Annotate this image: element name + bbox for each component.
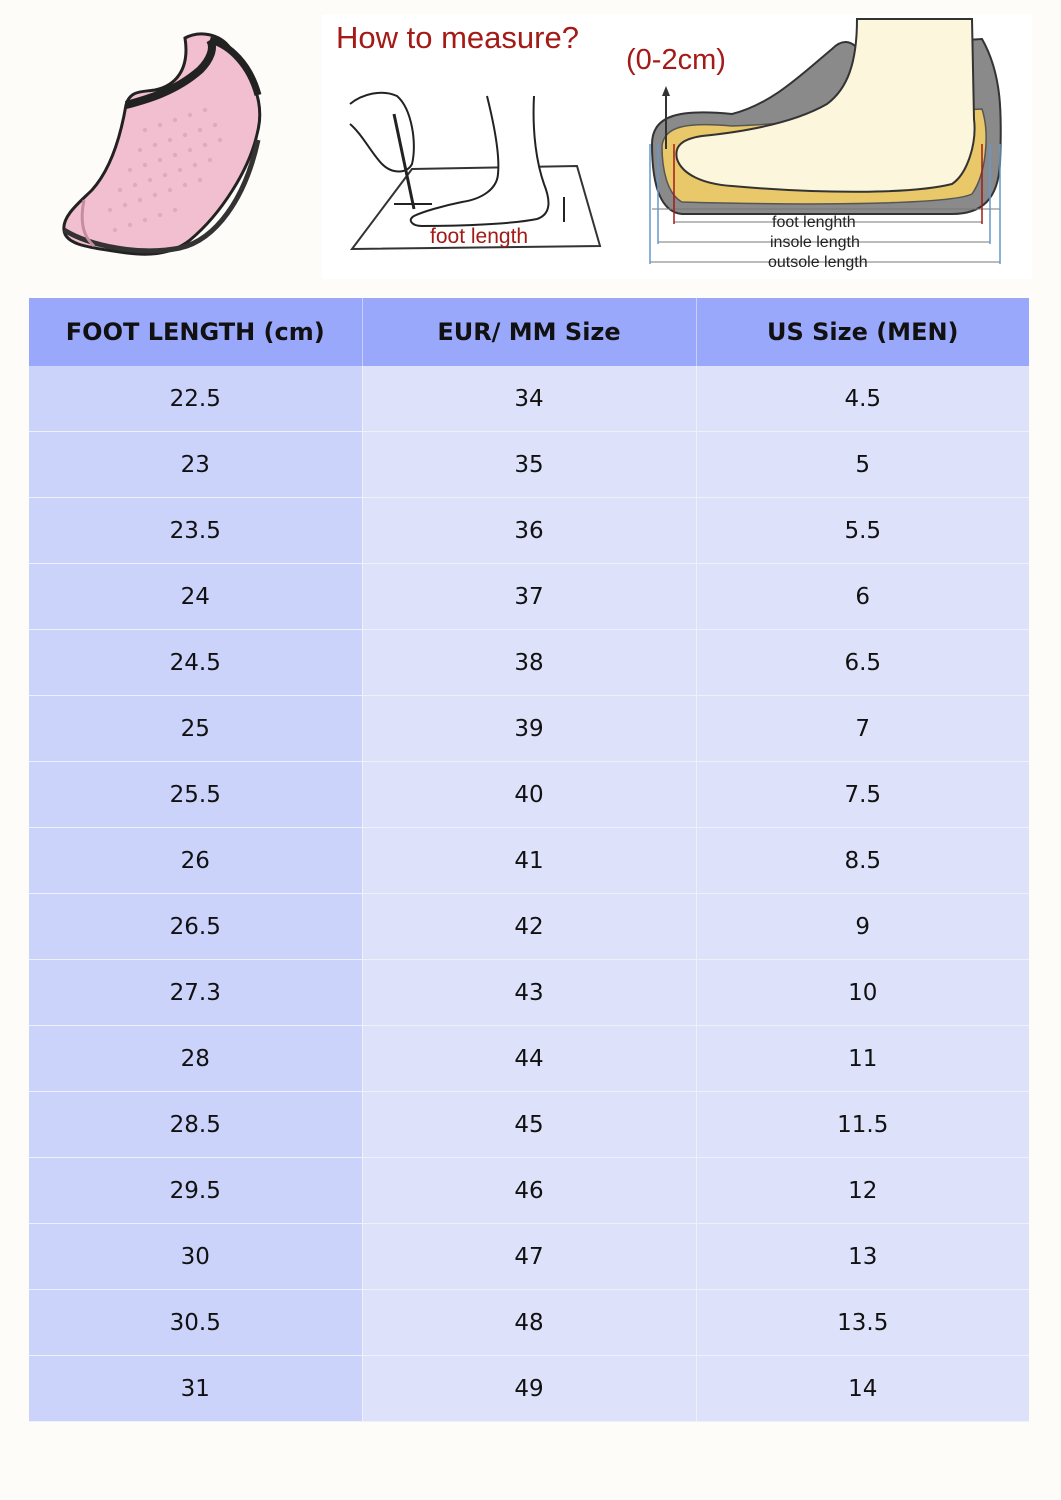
size-chart-table xyxy=(29,298,1029,1422)
range-label: (0-2cm) xyxy=(626,44,726,76)
table-row xyxy=(29,1356,1029,1422)
us-size-cell: 11 xyxy=(696,1026,1029,1092)
eur-size-cell: 43 xyxy=(362,960,696,1026)
us-size-cell: 13 xyxy=(696,1224,1029,1290)
insole-diagram xyxy=(622,14,1032,279)
table-row xyxy=(29,366,1029,432)
table-row xyxy=(29,1026,1029,1092)
eur-size-cell: 38 xyxy=(362,630,696,696)
us-size-cell: 5.5 xyxy=(696,498,1029,564)
insole-label-insole-length: insole length xyxy=(770,234,860,251)
foot-length-cell: 23 xyxy=(29,432,362,498)
table-row xyxy=(29,1158,1029,1224)
foot-length-cell: 31 xyxy=(29,1356,362,1422)
foot-length-cell: 23.5 xyxy=(29,498,362,564)
table-row xyxy=(29,1092,1029,1158)
table-row xyxy=(29,432,1029,498)
eur-size-cell: 46 xyxy=(362,1158,696,1224)
measuring-foot-drawing xyxy=(322,14,622,279)
foot-length-cell: 25 xyxy=(29,696,362,762)
us-size-cell: 14 xyxy=(696,1356,1029,1422)
eur-size-cell: 47 xyxy=(362,1224,696,1290)
table-row xyxy=(29,630,1029,696)
header-us-size: US Size (MEN) xyxy=(696,298,1029,366)
us-size-cell: 4.5 xyxy=(696,366,1029,432)
foot-length-cell: 29.5 xyxy=(29,1158,362,1224)
illustration-banner xyxy=(0,0,1061,290)
table-row xyxy=(29,894,1029,960)
eur-size-cell: 40 xyxy=(362,762,696,828)
how-to-measure-illustration xyxy=(322,14,622,279)
us-size-cell: 6 xyxy=(696,564,1029,630)
us-size-cell: 8.5 xyxy=(696,828,1029,894)
eur-size-cell: 34 xyxy=(362,366,696,432)
us-size-cell: 6.5 xyxy=(696,630,1029,696)
foot-length-cell: 22.5 xyxy=(29,366,362,432)
table-body xyxy=(29,366,1029,1422)
eur-size-cell: 36 xyxy=(362,498,696,564)
eur-size-cell: 39 xyxy=(362,696,696,762)
product-shoe-image xyxy=(50,20,280,270)
us-size-cell: 7.5 xyxy=(696,762,1029,828)
table-row xyxy=(29,564,1029,630)
table-row xyxy=(29,762,1029,828)
foot-length-cell: 25.5 xyxy=(29,762,362,828)
eur-size-cell: 45 xyxy=(362,1092,696,1158)
header-eur-size: EUR/ MM Size xyxy=(362,298,696,366)
foot-length-cell: 27.3 xyxy=(29,960,362,1026)
foot-length-cell: 24 xyxy=(29,564,362,630)
foot-length-cell: 26 xyxy=(29,828,362,894)
us-size-cell: 5 xyxy=(696,432,1029,498)
insole-label-foot-length: foot lenghth xyxy=(772,214,856,231)
us-size-cell: 11.5 xyxy=(696,1092,1029,1158)
foot-length-cell: 24.5 xyxy=(29,630,362,696)
eur-size-cell: 35 xyxy=(362,432,696,498)
insole-label-outsole-length: outsole length xyxy=(768,254,868,271)
header-foot-length: FOOT LENGTH (cm) xyxy=(29,298,362,366)
us-size-cell: 9 xyxy=(696,894,1029,960)
table-row xyxy=(29,498,1029,564)
table-row xyxy=(29,1224,1029,1290)
us-size-cell: 13.5 xyxy=(696,1290,1029,1356)
us-size-cell: 10 xyxy=(696,960,1029,1026)
eur-size-cell: 44 xyxy=(362,1026,696,1092)
table-header xyxy=(29,298,1029,366)
eur-size-cell: 37 xyxy=(362,564,696,630)
table-row xyxy=(29,828,1029,894)
foot-length-cell: 28 xyxy=(29,1026,362,1092)
table-row xyxy=(29,960,1029,1026)
table-row xyxy=(29,1290,1029,1356)
measure-title: How to measure? xyxy=(336,20,579,55)
us-size-cell: 7 xyxy=(696,696,1029,762)
foot-length-caption: foot length xyxy=(430,225,529,248)
shoe-cross-section-drawing xyxy=(622,14,1032,279)
eur-size-cell: 48 xyxy=(362,1290,696,1356)
table-row xyxy=(29,696,1029,762)
foot-length-cell: 28.5 xyxy=(29,1092,362,1158)
foot-length-cell: 26.5 xyxy=(29,894,362,960)
us-size-cell: 12 xyxy=(696,1158,1029,1224)
eur-size-cell: 41 xyxy=(362,828,696,894)
eur-size-cell: 49 xyxy=(362,1356,696,1422)
foot-length-cell: 30 xyxy=(29,1224,362,1290)
foot-length-cell: 30.5 xyxy=(29,1290,362,1356)
eur-size-cell: 42 xyxy=(362,894,696,960)
